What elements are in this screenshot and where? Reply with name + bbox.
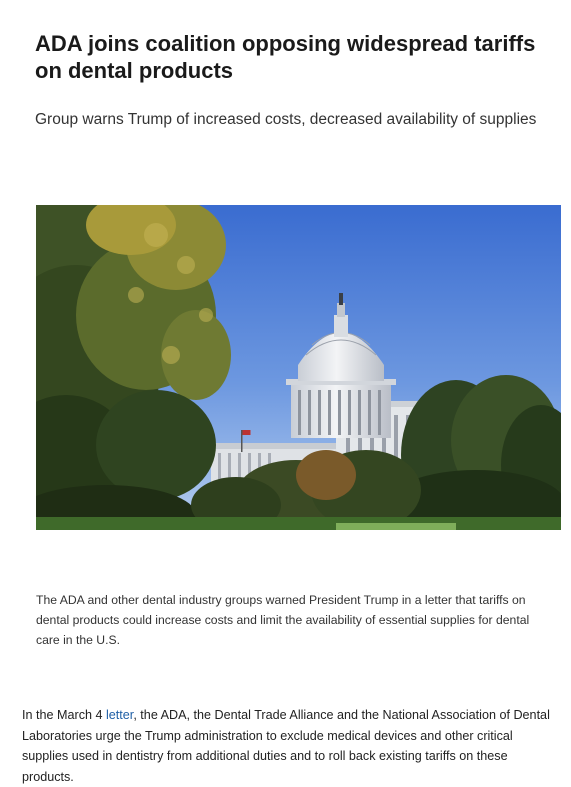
- article-body-paragraph: [22, 705, 562, 787]
- body-text-lead: In the March 4: [22, 708, 106, 722]
- image-caption: The ADA and other dental industry groups warned President Trump in a letter that tariffs on dental products could increase costs and limit the availability of essential supplies for dental care in the U.S.: [36, 593, 530, 647]
- body-text-rest: , the ADA, the Dental Trade Alliance and the National Association of Dental Laboratories urge the Trump administration to exclude medical devices and other critical supplies used in dentistry from additional duties and to roll back existing tariffs on these products.: [22, 708, 550, 784]
- hero-image-capitol: [36, 205, 561, 530]
- article-subheadline: Group warns Trump of increased costs, decreased availability of supplies: [35, 111, 537, 128]
- article-headline: ADA joins coalition opposing widespread tariffs on dental products: [35, 31, 536, 83]
- letter-link[interactable]: letter: [106, 708, 134, 722]
